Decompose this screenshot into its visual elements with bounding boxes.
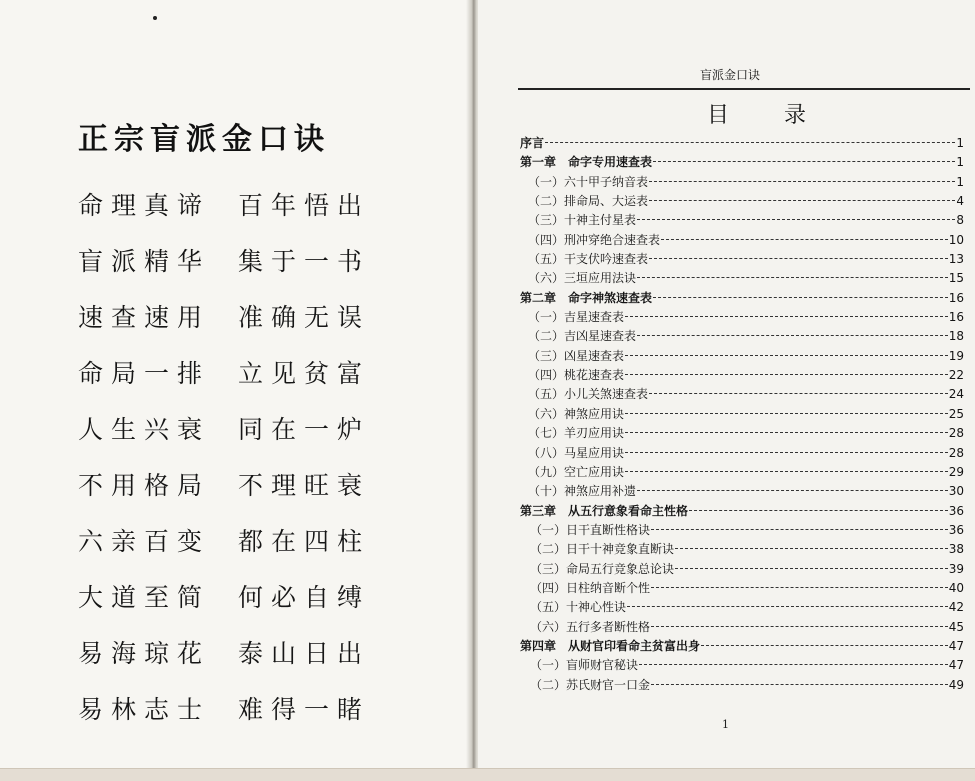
toc-section-entry — [520, 385, 964, 404]
toc-entry-page: 8 — [956, 213, 964, 228]
toc-section-entry — [520, 540, 964, 559]
toc-entry-label: （六）神煞应用诀 — [528, 406, 625, 421]
toc-entry-label: （五）十神心性诀 — [530, 600, 627, 615]
toc-entry-label: （一）六十甲子纳音表 — [528, 174, 649, 189]
verse-line — [78, 690, 370, 726]
toc-entry-page: 40 — [948, 580, 964, 595]
toc-entry-page: 47 — [948, 658, 964, 673]
verse-first-half: 速查速用 — [78, 303, 211, 332]
toc-chapter-entry — [520, 134, 964, 153]
toc-leader-dots — [625, 452, 948, 453]
toc-entry-label: （四）日柱纳音断个性 — [530, 580, 651, 595]
toc-entry-label: （九）空亡应用诀 — [528, 464, 625, 479]
verse-second-half: 都在四柱 — [238, 527, 371, 556]
toc-entry-page: 49 — [948, 677, 964, 692]
toc-entry-page: 16 — [948, 310, 964, 325]
toc-entry-page: 28 — [948, 426, 964, 441]
toc-section-entry — [520, 231, 964, 250]
verse-first-half: 大道至简 — [78, 583, 211, 612]
toc-leader-dots — [637, 219, 955, 220]
toc-entry-label: （二）吉凶星速查表 — [528, 329, 637, 344]
toc-entry-label: （八）马星应用诀 — [528, 445, 625, 460]
toc-entry-page: 28 — [948, 445, 964, 460]
toc-entry-label: （六）五行多者断性格 — [530, 619, 651, 634]
toc-leader-dots — [651, 529, 948, 530]
verse-first-half: 人生兴衰 — [78, 415, 211, 444]
book-title: 正宗盲派金口诀 — [78, 122, 330, 157]
toc-entry-label: （三）十神主付星表 — [528, 213, 637, 228]
verse-line — [78, 410, 370, 446]
toc-leader-dots — [625, 355, 948, 356]
toc-leader-dots — [625, 471, 948, 472]
verse-second-half: 百年悟出 — [238, 191, 371, 220]
verse-first-half: 盲派精华 — [78, 247, 211, 276]
toc-leader-dots — [545, 142, 955, 143]
toc-section-entry — [520, 560, 964, 579]
toc-leader-dots — [627, 606, 948, 607]
toc-section-entry — [520, 308, 964, 327]
toc-entry-page: 25 — [948, 406, 964, 421]
toc-leader-dots — [651, 626, 948, 627]
toc-leader-dots — [675, 548, 948, 549]
toc-leader-dots — [653, 297, 948, 298]
verse-first-half: 命理真谛 — [78, 191, 211, 220]
toc-entry-label: （四）桃花速查表 — [528, 368, 625, 383]
toc-entry-label: （四）刑冲穿绝合速查表 — [528, 232, 661, 247]
running-head: 盲派金口诀 — [700, 68, 761, 82]
toc-section-entry — [520, 405, 964, 424]
toc-entry-page: 4 — [956, 194, 964, 209]
toc-entry-label: 第二章 命字神煞速查表 — [520, 290, 653, 305]
toc-leader-dots — [689, 510, 948, 511]
toc-entry-page: 30 — [948, 484, 964, 499]
verse-second-half: 立见贫富 — [238, 359, 371, 388]
toc-leader-dots — [625, 316, 948, 317]
toc-leader-dots — [649, 258, 948, 259]
header-rule — [518, 88, 970, 90]
toc-entry-label: （一）日干直断性格诀 — [530, 522, 651, 537]
toc-section-entry — [520, 463, 964, 482]
toc-section-entry — [520, 482, 964, 501]
toc-leader-dots — [653, 161, 955, 162]
toc-entry-label: （二）排命局、大运表 — [528, 194, 649, 209]
toc-entry-page: 36 — [948, 503, 964, 518]
toc-entry-page: 16 — [948, 290, 964, 305]
toc-section-entry — [520, 211, 964, 230]
toc-entry-label: （五）干支伏吟速查表 — [528, 252, 649, 267]
verse-line — [78, 354, 370, 390]
verse-first-half: 易林志士 — [78, 695, 211, 724]
toc-section-entry — [520, 424, 964, 443]
toc-leader-dots — [639, 664, 948, 665]
verse-second-half: 不理旺衰 — [238, 471, 371, 500]
verse-second-half: 何必自缚 — [238, 583, 371, 612]
toc-entry-page: 1 — [956, 155, 964, 170]
toc-entry-page: 47 — [948, 638, 964, 653]
toc-leader-dots — [625, 374, 948, 375]
verse-first-half: 易海琼花 — [78, 639, 211, 668]
verse-second-half: 集于一书 — [238, 247, 371, 276]
toc-entry-label: 序言 — [520, 136, 545, 150]
table-of-contents — [520, 134, 964, 695]
verse-first-half: 命局一排 — [78, 359, 211, 388]
toc-entry-page: 10 — [948, 232, 964, 247]
toc-entry-page: 39 — [948, 561, 964, 576]
toc-entry-page: 15 — [948, 271, 964, 286]
toc-entry-page: 19 — [948, 348, 964, 363]
toc-section-entry — [520, 250, 964, 269]
toc-section-entry — [520, 521, 964, 540]
verse-line — [78, 298, 370, 334]
toc-chapter-entry — [520, 502, 964, 521]
toc-leader-dots — [637, 490, 948, 491]
toc-leader-dots — [649, 393, 948, 394]
toc-entry-page: 22 — [948, 368, 964, 383]
verse-second-half: 难得一睹 — [238, 695, 371, 724]
toc-leader-dots — [651, 684, 948, 685]
toc-chapter-entry — [520, 637, 964, 656]
toc-entry-page: 29 — [948, 464, 964, 479]
toc-entry-page: 1 — [956, 174, 964, 189]
toc-chapter-entry — [520, 153, 964, 172]
verse-second-half: 准确无误 — [238, 303, 371, 332]
toc-leader-dots — [661, 239, 948, 240]
toc-leader-dots — [637, 335, 948, 336]
page-number: 1 — [722, 718, 729, 731]
verse-first-half: 六亲百变 — [78, 527, 211, 556]
toc-leader-dots — [625, 432, 948, 433]
toc-entry-label: 第四章 从财官印看命主贫富出身 — [520, 638, 701, 653]
toc-section-entry — [520, 173, 964, 192]
toc-entry-label: 第三章 从五行意象看命主性格 — [520, 503, 689, 518]
toc-entry-page: 18 — [948, 329, 964, 344]
toc-leader-dots — [637, 277, 948, 278]
toc-section-entry — [520, 676, 964, 695]
toc-leader-dots — [651, 587, 948, 588]
toc-entry-label: （七）羊刃应用诀 — [528, 426, 625, 441]
verse-line — [78, 522, 370, 558]
toc-entry-label: （一）盲师财官秘诀 — [530, 658, 639, 673]
toc-section-entry — [520, 656, 964, 675]
toc-entry-label: （一）吉星速查表 — [528, 310, 625, 325]
toc-entry-label: 第一章 命字专用速查表 — [520, 155, 653, 170]
toc-section-entry — [520, 269, 964, 288]
toc-entry-page: 1 — [956, 136, 964, 150]
toc-leader-dots — [675, 568, 948, 569]
toc-entry-label: （五）小儿关煞速查表 — [528, 387, 649, 402]
toc-section-entry — [520, 618, 964, 637]
toc-leader-dots — [625, 413, 948, 414]
toc-leader-dots — [649, 200, 955, 201]
left-page — [0, 0, 470, 768]
verse-second-half: 泰山日出 — [238, 639, 371, 668]
toc-entry-page: 38 — [948, 542, 964, 557]
verse-line — [78, 466, 370, 502]
verse-line — [78, 634, 370, 670]
toc-entry-label: （三）命局五行竞象总论诀 — [530, 561, 675, 576]
verse-second-half: 同在一炉 — [238, 415, 371, 444]
verse-line — [78, 242, 370, 278]
toc-entry-page: 24 — [948, 387, 964, 402]
toc-entry-page: 45 — [948, 619, 964, 634]
toc-entry-label: （二）苏氏财官一口金 — [530, 677, 651, 692]
verse-line — [78, 186, 370, 222]
toc-entry-label: （二）日干十神竞象直断诀 — [530, 542, 675, 557]
toc-entry-label: （三）凶星速查表 — [528, 348, 625, 363]
toc-leader-dots — [701, 645, 948, 646]
verse-line — [78, 578, 370, 614]
toc-entry-label: （十）神煞应用补遗 — [528, 484, 637, 499]
toc-section-entry — [520, 444, 964, 463]
toc-title: 目 录 — [707, 103, 830, 128]
toc-leader-dots — [649, 181, 955, 182]
toc-chapter-entry — [520, 289, 964, 308]
toc-section-entry — [520, 327, 964, 346]
toc-section-entry — [520, 579, 964, 598]
verse-first-half: 不用格局 — [78, 471, 211, 500]
ink-speck — [153, 16, 157, 20]
toc-section-entry — [520, 192, 964, 211]
toc-entry-page: 36 — [948, 522, 964, 537]
toc-entry-page: 13 — [948, 252, 964, 267]
toc-section-entry — [520, 366, 964, 385]
toc-entry-page: 42 — [948, 600, 964, 615]
page-bottom-edge — [0, 768, 975, 781]
toc-section-entry — [520, 598, 964, 617]
toc-entry-label: （六）三垣应用法诀 — [528, 271, 637, 286]
toc-section-entry — [520, 347, 964, 366]
